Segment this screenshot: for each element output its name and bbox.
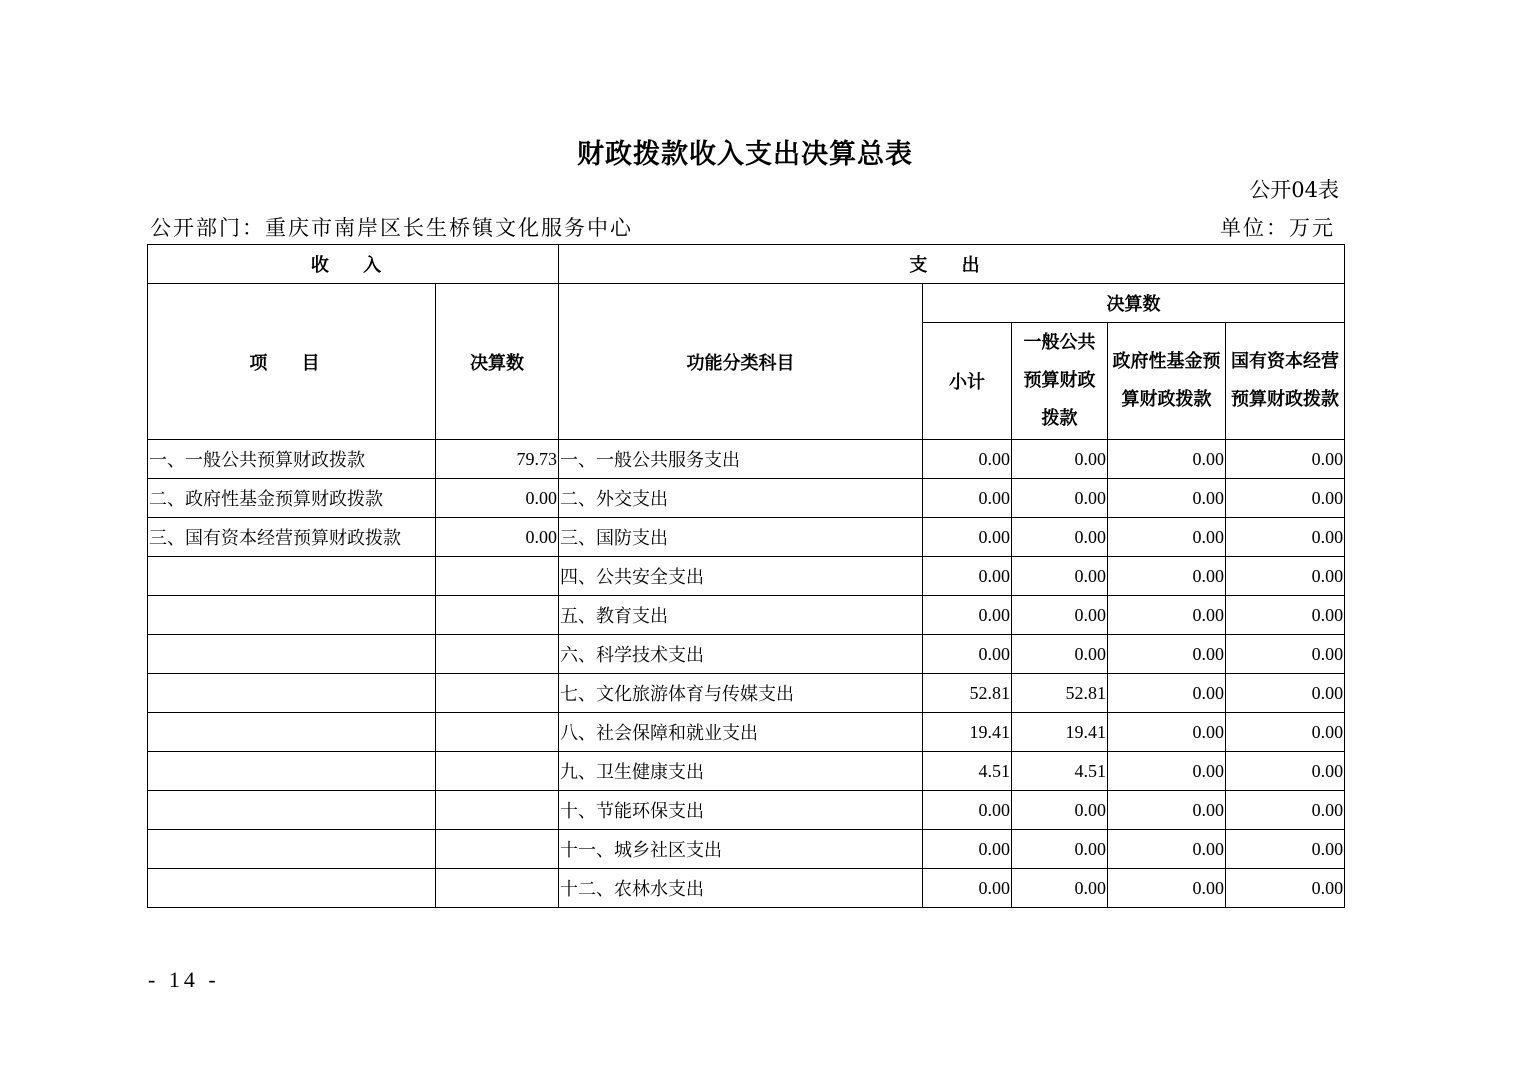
income-item-cell [148,635,436,674]
settlement-table [147,244,1345,908]
state-capital-cell: 0.00 [1226,713,1345,752]
page-title: 财政拨款收入支出决算总表 [577,139,913,170]
gov-fund-cell: 0.00 [1108,440,1226,479]
item-header: 项 目 [148,284,436,440]
income-item-cell: 二、政府性基金预算财政拨款 [148,479,436,518]
income-item-cell [148,557,436,596]
settlement-group-header: 决算数 [923,284,1345,323]
income-amount-cell [436,752,559,791]
expense-item-cell: 九、卫生健康支出 [559,752,923,791]
state-capital-cell: 0.00 [1226,869,1345,908]
table-row [148,518,1345,557]
state-capital-cell: 0.00 [1226,596,1345,635]
gov-fund-cell: 0.00 [1108,791,1226,830]
general-public-cell: 19.41 [1012,713,1108,752]
gov-fund-cell: 0.00 [1108,518,1226,557]
page-number: - 14 - [148,967,220,992]
subtotal-cell: 0.00 [923,596,1012,635]
expense-header: 支 出 [559,245,1345,284]
subtotal-cell: 0.00 [923,635,1012,674]
income-amount-cell [436,635,559,674]
expense-item-cell: 八、社会保障和就业支出 [559,713,923,752]
income-item-cell [148,752,436,791]
expense-item-cell: 二、外交支出 [559,479,923,518]
table-row [148,713,1345,752]
income-item-cell [148,596,436,635]
income-item-cell [148,791,436,830]
income-amount-cell: 79.73 [436,440,559,479]
income-item-cell [148,869,436,908]
header-row-2 [148,284,1345,323]
gov-fund-cell: 0.00 [1108,596,1226,635]
expense-item-cell: 六、科学技术支出 [559,635,923,674]
table-row [148,791,1345,830]
state-capital-cell: 0.00 [1226,479,1345,518]
income-amount-cell [436,596,559,635]
subtotal-cell: 52.81 [923,674,1012,713]
table-row [148,635,1345,674]
general-public-cell: 0.00 [1012,791,1108,830]
income-item-cell: 三、国有资本经营预算财政拨款 [148,518,436,557]
expense-item-cell: 四、公共安全支出 [559,557,923,596]
general-public-cell: 0.00 [1012,479,1108,518]
income-header: 收 入 [148,245,559,284]
income-amount-cell [436,869,559,908]
general-public-cell: 0.00 [1012,869,1108,908]
gov-fund-cell: 0.00 [1108,869,1226,908]
state-capital-cell: 0.00 [1226,674,1345,713]
subtotal-cell: 0.00 [923,479,1012,518]
header-row-1 [148,245,1345,284]
subtotal-cell: 0.00 [923,440,1012,479]
income-amount-cell [436,674,559,713]
state-capital-cell: 0.00 [1226,518,1345,557]
table-row [148,869,1345,908]
function-category-header: 功能分类科目 [559,284,923,440]
gov-fund-cell: 0.00 [1108,752,1226,791]
expense-item-cell: 十一、城乡社区支出 [559,830,923,869]
state-capital-cell: 0.00 [1226,557,1345,596]
subtotal-cell: 19.41 [923,713,1012,752]
subtotal-cell: 0.00 [923,830,1012,869]
income-amount-cell: 0.00 [436,518,559,557]
gov-fund-cell: 0.00 [1108,674,1226,713]
general-public-cell: 4.51 [1012,752,1108,791]
state-capital-header: 国有资本经营预算财政拨款 [1226,323,1345,440]
income-amount-cell [436,791,559,830]
subtotal-cell: 0.00 [923,518,1012,557]
gov-fund-header: 政府性基金预算财政拨款 [1108,323,1226,440]
expense-item-cell: 一、一般公共服务支出 [559,440,923,479]
general-public-cell: 0.00 [1012,557,1108,596]
income-item-cell [148,674,436,713]
expense-item-cell: 三、国防支出 [559,518,923,557]
subtotal-cell: 0.00 [923,869,1012,908]
table-code: 公开04表 [1249,178,1339,202]
general-public-header: 一般公共预算财政拨款 [1012,323,1108,440]
gov-fund-cell: 0.00 [1108,830,1226,869]
income-item-cell [148,713,436,752]
state-capital-cell: 0.00 [1226,752,1345,791]
income-amount-cell: 0.00 [436,479,559,518]
income-item-cell [148,830,436,869]
settlement-header: 决算数 [436,284,559,440]
expense-item-cell: 十、节能环保支出 [559,791,923,830]
table-row [148,596,1345,635]
general-public-cell: 0.00 [1012,440,1108,479]
general-public-cell: 0.00 [1012,635,1108,674]
table-row [148,557,1345,596]
subtotal-cell: 4.51 [923,752,1012,791]
state-capital-cell: 0.00 [1226,635,1345,674]
income-amount-cell [436,557,559,596]
gov-fund-cell: 0.00 [1108,557,1226,596]
subtotal-header: 小计 [923,323,1012,440]
table-row [148,752,1345,791]
expense-item-cell: 七、文化旅游体育与传媒支出 [559,674,923,713]
gov-fund-cell: 0.00 [1108,713,1226,752]
general-public-cell: 0.00 [1012,518,1108,557]
gov-fund-cell: 0.00 [1108,479,1226,518]
expense-item-cell: 十二、农林水支出 [559,869,923,908]
income-amount-cell [436,713,559,752]
table-row [148,479,1345,518]
general-public-cell: 52.81 [1012,674,1108,713]
expense-item-cell: 五、教育支出 [559,596,923,635]
state-capital-cell: 0.00 [1226,440,1345,479]
table-row [148,830,1345,869]
income-item-cell: 一、一般公共预算财政拨款 [148,440,436,479]
table-row [148,674,1345,713]
department-label: 公开部门：重庆市南岸区长生桥镇文化服务中心 [150,216,633,240]
state-capital-cell: 0.00 [1226,830,1345,869]
subtotal-cell: 0.00 [923,791,1012,830]
gov-fund-cell: 0.00 [1108,635,1226,674]
table-row [148,440,1345,479]
general-public-cell: 0.00 [1012,830,1108,869]
state-capital-cell: 0.00 [1226,791,1345,830]
general-public-cell: 0.00 [1012,596,1108,635]
income-amount-cell [436,830,559,869]
subtotal-cell: 0.00 [923,557,1012,596]
unit-label: 单位：万元 [1220,216,1335,240]
